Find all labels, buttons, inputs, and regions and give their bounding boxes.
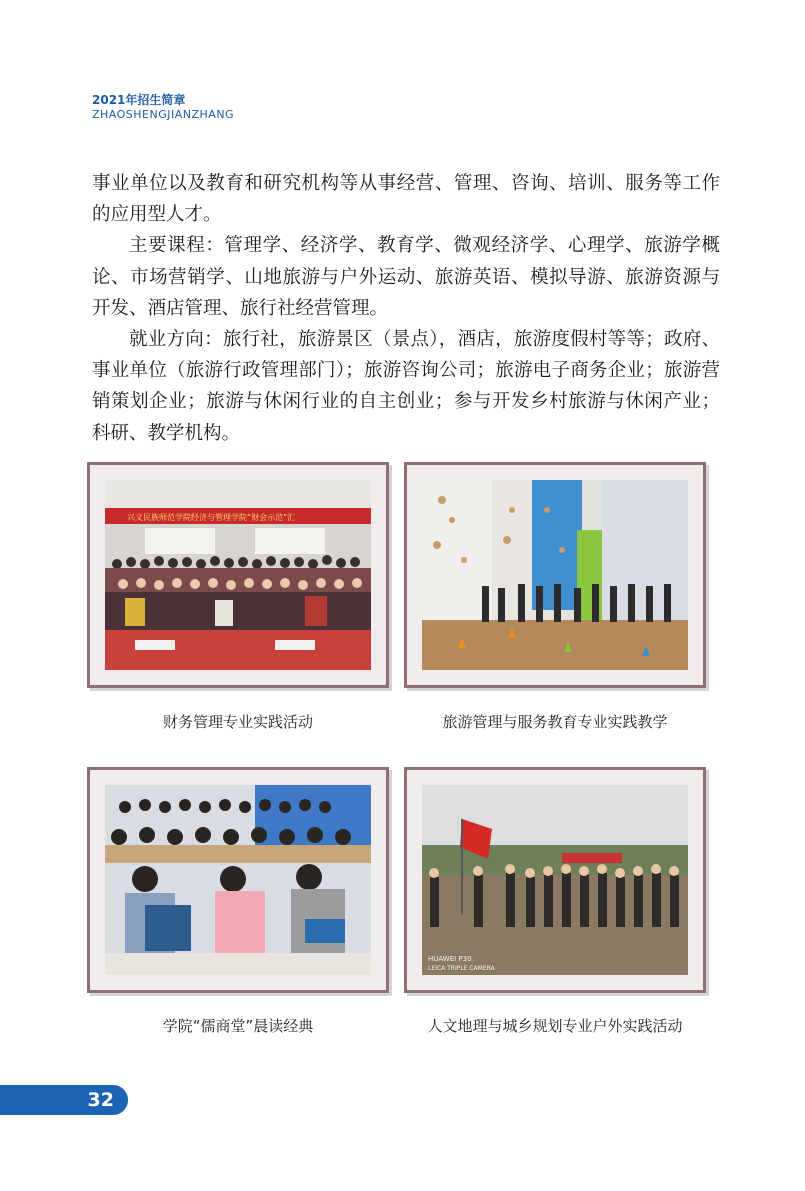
photo-finance-image xyxy=(105,480,371,670)
photo-tourism-practice xyxy=(404,462,706,688)
photo-morning-reading xyxy=(87,767,389,993)
photo-watermark-line2: LEICA TRIPLE CAMERA xyxy=(428,965,495,972)
header-pinyin: ZHAOSHENGJIANZHANG xyxy=(92,108,235,121)
paragraph-employment: 就业方向：旅行社，旅游景区（景点），酒店，旅游度假村等等；政府、事业单位（旅游行政管理部门）；旅游咨询公司；旅游电子商务企业；旅游营销策划企业；旅游与休闲行业的自主创业；参与开发乡村旅游与休闲产业；科研、教学机构。 xyxy=(92,329,720,444)
photo-outdoor-practice xyxy=(404,767,706,993)
photo-banner-text: 兴义民族师范学院经济与管理学院“财会示范”汇 xyxy=(127,513,296,522)
photo-finance-practice xyxy=(87,462,389,688)
photo-watermark-line1: HUAWEI P30 xyxy=(428,955,472,963)
caption-outdoor-practice: 人文地理与城乡规划专业户外实践活动 xyxy=(427,1017,683,1035)
caption-morning-reading: 学院“儒商堂”晨读经典 xyxy=(162,1017,314,1035)
page-header xyxy=(92,93,234,122)
caption-tourism-practice: 旅游管理与服务教育专业实践教学 xyxy=(442,713,668,731)
body-text xyxy=(92,168,720,449)
paragraph-main-courses: 主要课程：管理学、经济学、教育学、微观经济学、心理学、旅游学概论、市场营销学、山地旅游与户外运动、旅游英语、模拟导游、旅游资源与开发、酒店管理、旅行社经营管理。 xyxy=(92,235,720,319)
page-number-badge xyxy=(0,1085,128,1115)
paragraph-continuation: 事业单位以及教育和研究机构等从事经营、管理、咨询、培训、服务等工作的应用型人才。 xyxy=(92,173,720,226)
caption-finance-practice: 财务管理专业实践活动 xyxy=(162,713,313,731)
photo-reading-image xyxy=(105,785,371,975)
header-year-title: 2021年招生简章 xyxy=(92,93,186,107)
photo-outdoor-image xyxy=(422,785,688,975)
page-number: 32 xyxy=(87,1089,114,1111)
photo-tourism-image xyxy=(422,480,688,670)
